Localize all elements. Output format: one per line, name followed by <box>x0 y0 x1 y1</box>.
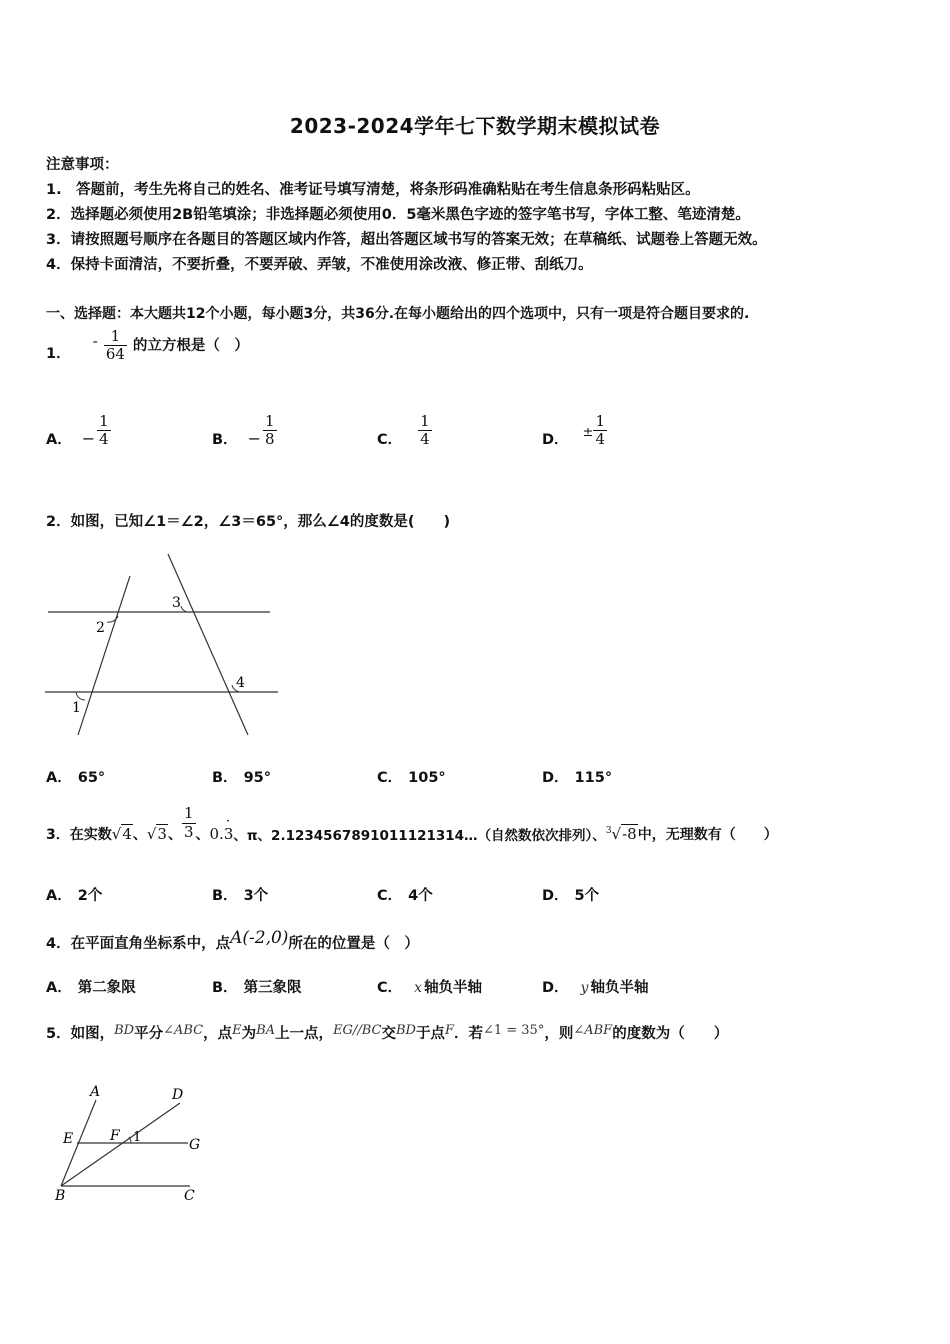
option-label: B． <box>212 432 238 448</box>
fraction-numerator: 1 <box>420 411 430 430</box>
angle-label-3: 3 <box>172 595 181 611</box>
option-b[interactable] <box>212 766 271 787</box>
option-b[interactable] <box>212 884 268 905</box>
angle-label-4: 4 <box>236 675 245 691</box>
option-label: C． <box>377 980 403 996</box>
option-sign: − <box>81 429 96 448</box>
cbrt-expression: $^3$√-8 <box>605 825 637 843</box>
option-label: D． <box>542 432 569 448</box>
fraction <box>104 328 127 364</box>
option-label: B． <box>212 888 238 904</box>
fraction-numerator: 1 <box>183 804 194 823</box>
question-text: ，点 <box>203 1026 233 1042</box>
section-heading: 一、选择题：本大题共12个小题，每小题3分，共36分.在每小题给出的四个选项中，只有一项是符合题目要求的. <box>46 306 750 322</box>
question-text: 上一点， <box>275 1026 334 1042</box>
notice-item: 2．选择题必须使用2B铅笔填涂；非选择题必须使用0．5毫米黑色字迹的签字笔书写，字体工整、笔迹清楚。 <box>46 207 750 223</box>
point-coordinate: A(-2,0) <box>230 927 289 948</box>
page-title: 2023-2024学年七下数学期末模拟试卷 <box>289 114 661 138</box>
option-d[interactable] <box>542 976 648 997</box>
option-label: A． <box>46 888 72 904</box>
point-label-a: A <box>90 1084 101 1100</box>
fraction <box>418 413 432 449</box>
option-label: B． <box>212 770 238 786</box>
question-number: 1． <box>46 346 71 363</box>
question-4 <box>46 922 419 953</box>
question-text: 3．在实数 <box>46 827 112 843</box>
option-sign: ± <box>582 425 594 440</box>
root-index: 3 <box>605 826 612 836</box>
option-label: A． <box>46 770 72 786</box>
option-label: B． <box>212 980 238 996</box>
angle-bisector-figure <box>50 1078 220 1208</box>
fraction-denominator: 4 <box>420 430 430 448</box>
fraction-numerator: 1 <box>99 411 109 430</box>
option-value: 105° <box>408 770 446 786</box>
separator: 、 <box>167 827 182 843</box>
radicand: 4 <box>122 825 132 843</box>
option-value: 4个 <box>408 888 433 904</box>
option-a[interactable] <box>46 766 105 787</box>
option-b[interactable] <box>212 412 277 449</box>
question-text: 所在的位置是（ ） <box>288 936 419 952</box>
math-expression: E <box>232 1023 242 1038</box>
math-expression: BD <box>395 1023 416 1038</box>
option-value: 轴负半轴 <box>424 980 483 996</box>
fraction <box>182 805 196 841</box>
question-text: 为 <box>241 1026 257 1042</box>
angle-label-1: 1 <box>72 700 81 716</box>
fraction-numerator: 1 <box>264 411 275 430</box>
question-1 <box>46 328 249 364</box>
angle-arc-3 <box>181 606 190 612</box>
question-text: 平分 <box>134 1026 164 1042</box>
math-expression: F <box>444 1023 454 1038</box>
option-label: D． <box>542 980 569 996</box>
sqrt-expression: √4 <box>111 825 132 843</box>
option-label: D． <box>542 888 569 904</box>
question-text: 中，无理数有（ ） <box>637 827 778 843</box>
repeating-decimal: 0. <box>209 825 224 843</box>
option-d[interactable] <box>542 884 599 905</box>
point-label-c: C <box>184 1188 195 1204</box>
fraction <box>263 413 277 449</box>
fraction-denominator: 3 <box>183 822 194 841</box>
option-label: C． <box>377 888 403 904</box>
option-value: 115° <box>574 770 613 786</box>
math-variable: y <box>580 980 589 996</box>
option-value: 第三象限 <box>243 980 302 996</box>
notice-item: 1. 答题前，考生先将自己的姓名、准考证号填写清楚，将条形码准确粘贴在考生信息条形码粘贴区。 <box>46 182 700 198</box>
option-label: C． <box>377 432 403 448</box>
fraction <box>97 413 111 449</box>
option-value: 3个 <box>243 888 269 904</box>
option-value: 轴负半轴 <box>590 980 649 996</box>
option-c[interactable] <box>377 884 433 905</box>
option-d[interactable] <box>542 766 612 787</box>
option-c[interactable] <box>377 412 432 449</box>
point-label-g: G <box>189 1137 201 1153</box>
option-label: C． <box>377 770 403 786</box>
option-a[interactable] <box>46 412 111 449</box>
option-value: 65° <box>77 770 106 786</box>
fraction-numerator: 1 <box>595 411 605 430</box>
math-expression: ∠ABC <box>163 1023 204 1038</box>
sqrt-expression: √3 <box>146 825 167 843</box>
option-d[interactable] <box>542 412 607 449</box>
option-value: 第二象限 <box>77 980 136 996</box>
math-expression: ∠1 = 35° <box>482 1023 545 1038</box>
question-text: 5．如图， <box>46 1026 115 1042</box>
fraction-denominator: 4 <box>595 430 605 448</box>
point-label-b: B <box>55 1188 66 1204</box>
question-text: 于点 <box>415 1026 445 1042</box>
angle-label-2: 2 <box>96 620 105 636</box>
point-label-d: D <box>172 1087 184 1103</box>
question-3 <box>46 802 778 844</box>
line-bd <box>61 1103 180 1186</box>
option-c[interactable] <box>377 976 482 997</box>
question-5 <box>46 1022 728 1043</box>
repeating-digit: · 3 <box>224 825 234 843</box>
parallel-lines-figure <box>40 550 285 745</box>
question-text: 的立方根是（ ） <box>132 338 249 355</box>
fraction-denominator: 4 <box>99 430 109 448</box>
option-value: 2个 <box>77 888 103 904</box>
angle-label-1: 1 <box>133 1130 142 1145</box>
question-text: 交 <box>381 1026 396 1042</box>
option-sign: − <box>247 429 261 448</box>
separator: 、 <box>132 827 147 843</box>
question-text: 、π、2.1234567891011121314…（自然数依次排列）、 <box>233 828 606 844</box>
neg-sign: - <box>92 333 98 350</box>
radicand: -8 <box>622 825 637 843</box>
math-expression: EG//BC <box>333 1023 382 1038</box>
transversal-right <box>168 554 248 735</box>
question-text: ．若 <box>453 1026 483 1042</box>
option-value: 5个 <box>574 888 600 904</box>
fraction-numerator: 1 <box>110 327 121 345</box>
angle-arc-1 <box>76 692 85 700</box>
math-expression: BA <box>256 1023 276 1038</box>
option-value: 95° <box>243 770 271 786</box>
option-label: A． <box>46 432 72 448</box>
option-c[interactable] <box>377 766 446 787</box>
math-expression: ∠ABF <box>573 1023 613 1038</box>
option-label: A． <box>46 980 72 996</box>
math-expression: BD <box>114 1023 135 1038</box>
fraction <box>593 413 607 449</box>
point-label-e: E <box>63 1131 74 1147</box>
fraction-denominator: 64 <box>105 345 125 364</box>
question-2: 2．如图，已知∠1＝∠2，∠3＝65°，那么∠4的度数是( ) <box>46 514 451 530</box>
fraction-denominator: 8 <box>264 430 275 448</box>
radicand: 3 <box>157 825 167 843</box>
transversal-left <box>78 576 130 735</box>
question-text: 4．在平面直角坐标系中，点 <box>46 936 231 952</box>
option-label: D． <box>542 770 569 786</box>
separator: 、 <box>195 827 210 843</box>
question-text: 的度数为（ ） <box>612 1026 729 1042</box>
notice-item: 3．请按照题号顺序在各题目的答题区域内作答，超出答题区域书写的答案无效；在草稿纸、试题卷上答题无效。 <box>46 232 767 248</box>
option-a[interactable] <box>46 884 102 905</box>
notice-item: 4．保持卡面清洁，不要折叠，不要弄破、弄皱，不准使用涂改液、修正带、刮纸刀。 <box>46 257 593 273</box>
point-label-f: F <box>110 1128 120 1144</box>
notice-heading: 注意事项： <box>46 157 119 173</box>
question-text: ，则 <box>544 1026 574 1042</box>
option-a[interactable] <box>46 976 136 997</box>
math-variable: x <box>414 980 423 996</box>
option-b[interactable] <box>212 976 302 997</box>
